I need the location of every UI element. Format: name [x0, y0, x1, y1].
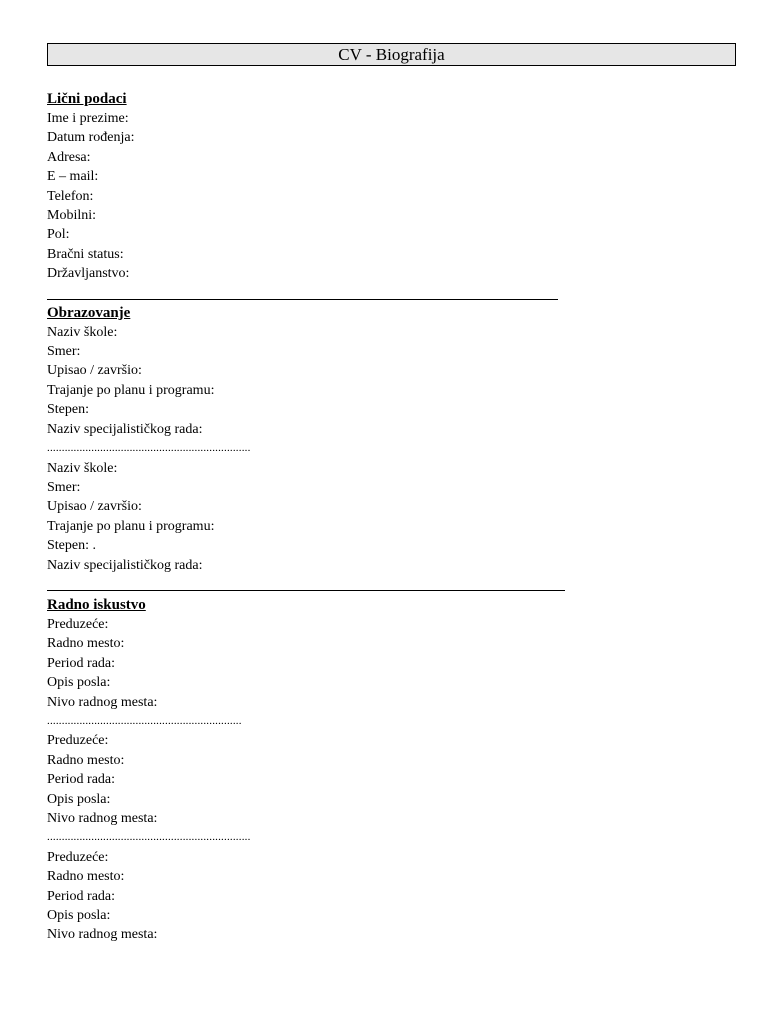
field-radno-mesto: Radno mesto: [47, 752, 125, 768]
field-period-rada: Period rada: [47, 655, 116, 671]
dotted-separator: ..................................................................... [47, 831, 251, 844]
field-stepen: Stepen: . [47, 538, 96, 554]
field-adresa: Adresa: [47, 149, 91, 165]
field-radno-mesto: Radno mesto: [47, 636, 125, 652]
field-preduzece: Preduzeće: [47, 733, 109, 749]
dotted-separator: ..................................................................... [47, 442, 251, 455]
field-period-rada: Period rada: [47, 772, 116, 788]
field-naziv-skole: Naziv škole: [47, 460, 118, 476]
cv-page [47, 43, 736, 945]
section-licni-podaci [47, 90, 736, 284]
document-title: CV - Biografija [47, 43, 736, 66]
field-trajanje: Trajanje po planu i programu: [47, 518, 215, 534]
field-telefon: Telefon: [47, 188, 94, 204]
section-obrazovanje [47, 304, 736, 575]
section-radno-iskustvo [47, 596, 736, 945]
field-naziv-specijalistickog-rada: Naziv specijalističkog rada: [47, 421, 203, 437]
field-nivo-radnog-mesta: Nivo radnog mesta: [47, 811, 158, 826]
field-naziv-skole: Naziv škole: [47, 324, 118, 340]
field-period-rada: Period rada: [47, 888, 116, 904]
field-datum-rodjenja: Datum rođenja: [47, 130, 135, 146]
field-nivo-radnog-mesta: Nivo radnog mesta: [47, 694, 158, 710]
dotted-separator: .................................................................. [47, 714, 242, 727]
field-mobilni: Mobilni: [47, 208, 97, 224]
field-opis-posla: Opis posla: [47, 908, 111, 924]
field-radno-mesto: Radno mesto: [47, 869, 125, 885]
field-bracni-status: Bračni status: [47, 246, 124, 262]
field-preduzece: Preduzeće: [47, 616, 109, 632]
field-smer: Smer: [47, 344, 81, 360]
field-stepen: Stepen: [47, 402, 89, 418]
field-preduzece: Preduzeće: [47, 849, 109, 865]
field-email: E – mail: [47, 169, 99, 185]
field-drzavljanstvo: Državljanstvo: [47, 266, 130, 282]
field-upisao-zavrsio: Upisao / završio: [47, 363, 142, 379]
field-naziv-specijalistickog-rada: Naziv specijalističkog rada: [47, 557, 203, 573]
field-upisao-zavrsio: Upisao / završio: [47, 499, 142, 515]
field-nivo-radnog-mesta: Nivo radnog mesta: [47, 927, 158, 943]
section-heading-radno-iskustvo: Radno iskustvo [47, 596, 146, 613]
field-ime-i-prezime: Ime i prezime: [47, 111, 129, 126]
section-heading-licni-podaci: Lični podaci [47, 91, 127, 107]
section-heading-obrazovanje: Obrazovanje [47, 304, 131, 321]
field-opis-posla: Opis posla: [47, 675, 111, 691]
field-smer: Smer: [47, 479, 81, 495]
field-trajanje: Trajanje po planu i programu: [47, 382, 215, 398]
field-pol: Pol: [47, 227, 70, 243]
field-opis-posla: Opis posla: [47, 791, 111, 807]
